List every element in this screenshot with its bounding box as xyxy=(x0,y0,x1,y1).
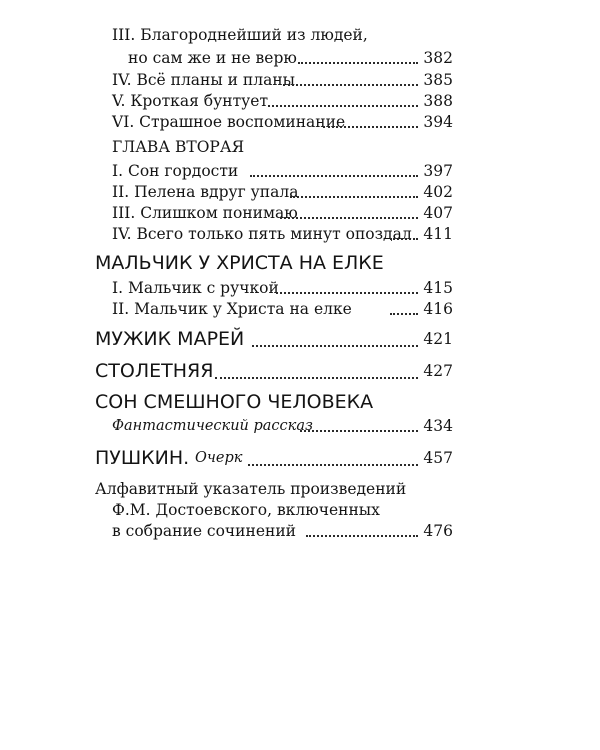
toc-entry-title: V. Кроткая бунтует xyxy=(112,92,269,110)
index-title-line3: в собрание сочинений xyxy=(112,522,297,540)
toc-entry-title: VI. Страшное воспоминание xyxy=(112,113,346,131)
leader-dots xyxy=(215,377,418,379)
page-number: 394 xyxy=(423,113,453,131)
leader-dots xyxy=(268,105,418,107)
toc-entry xyxy=(0,221,600,247)
page-number: 415 xyxy=(423,279,453,297)
toc-entry xyxy=(0,518,600,544)
toc-entry-title: I. Сон гордости xyxy=(112,162,239,180)
page-number: 402 xyxy=(423,183,453,201)
section-entry xyxy=(0,443,600,473)
leader-dots xyxy=(280,217,418,219)
section-title: СТОЛЕТНЯЯ xyxy=(95,360,214,382)
toc-entry-title: IV. Всего только пять минут опоздал xyxy=(112,225,412,243)
leader-dots xyxy=(252,345,418,347)
leader-dots xyxy=(250,175,418,177)
leader-dots xyxy=(248,464,418,466)
leader-dots xyxy=(290,196,418,198)
chapter-heading: ГЛАВА ВТОРАЯ xyxy=(112,138,245,156)
toc-entry-title: II. Пелена вдруг упала xyxy=(112,183,299,201)
leader-dots xyxy=(306,535,418,537)
page-number: 407 xyxy=(423,204,453,222)
toc-entry xyxy=(0,296,600,322)
toc-entry-title: IV. Всё планы и планы xyxy=(112,71,295,89)
leader-dots xyxy=(283,84,418,86)
toc-entry-title: II. Мальчик у Христа на елке xyxy=(112,300,352,318)
toc-entry-title: III. Слишком понимаю xyxy=(112,204,298,222)
section-subtitle: Очерк xyxy=(195,450,243,466)
page-number: 476 xyxy=(423,522,453,540)
section-title: СОН СМЕШНОГО ЧЕЛОВЕКА xyxy=(95,391,374,413)
section-title: МУЖИК МАРЕЙ xyxy=(95,328,245,350)
section-entry xyxy=(0,356,600,386)
page-number: 421 xyxy=(423,330,453,348)
page-number: 411 xyxy=(423,225,453,243)
index-title-line1: Алфавитный указатель произведений xyxy=(95,480,407,498)
page-number: 397 xyxy=(423,162,453,180)
toc-entry xyxy=(0,109,600,135)
leader-dots xyxy=(390,313,418,315)
page-number: 388 xyxy=(423,92,453,110)
leader-dots xyxy=(298,62,418,64)
page-number: 385 xyxy=(423,71,453,89)
toc-entry-title: I. Мальчик с ручкой xyxy=(112,279,279,297)
section-subtitle: Фантастический рассказ xyxy=(112,418,313,434)
leader-dots xyxy=(323,126,418,128)
section-entry xyxy=(0,324,600,354)
toc-entry-title-line2: но сам же и не верю xyxy=(128,49,297,67)
leader-dots xyxy=(276,292,418,294)
page-number: 427 xyxy=(423,362,453,380)
page-number: 382 xyxy=(423,49,453,67)
leader-dots xyxy=(390,238,418,240)
page-number: 416 xyxy=(423,300,453,318)
toc-entry xyxy=(0,413,600,439)
toc-entry-title-line1: III. Благороднейший из людей, xyxy=(112,26,368,44)
leader-dots xyxy=(300,430,418,432)
index-title-line2: Ф.М. Достоевского, включенных xyxy=(112,501,380,519)
page-number: 434 xyxy=(423,417,453,435)
section-title: МАЛЬЧИК У ХРИСТА НА ЕЛКЕ xyxy=(95,252,384,274)
page-number: 457 xyxy=(423,449,453,467)
section-title: ПУШКИН. xyxy=(95,447,190,469)
